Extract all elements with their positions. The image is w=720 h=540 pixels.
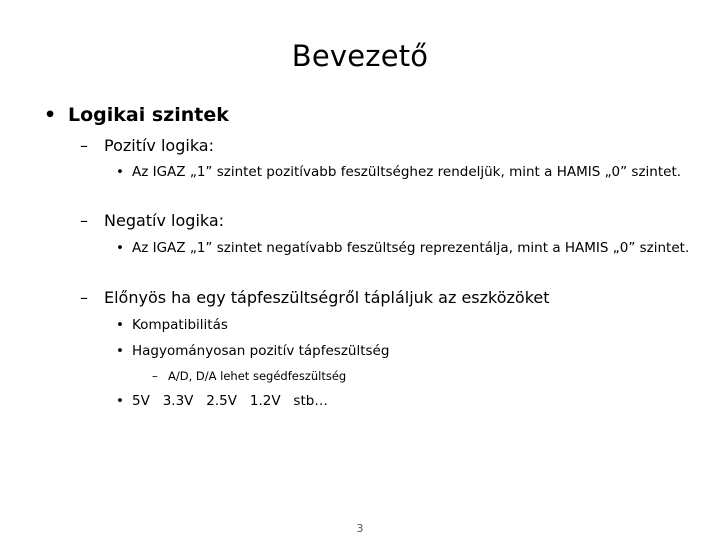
bullet-dot-marker: • bbox=[44, 104, 57, 126]
bullet-ad-da: A/D, D/A lehet segédfeszültség bbox=[168, 369, 347, 383]
bullet-hagyomanyosan: Hagyományosan pozitív tápfeszültség bbox=[132, 343, 390, 359]
bullet-logikai-szintek: Logikai szintek bbox=[68, 104, 229, 126]
bullet-dash-marker: – bbox=[152, 369, 158, 383]
bullet-dash-marker: – bbox=[80, 288, 88, 307]
bullet-negativ-leiras: Az IGAZ „1” szintet negatívabb feszültség reprezentálja, mint a HAMIS „0” szintet. bbox=[132, 240, 690, 256]
bullet-dot-marker: • bbox=[116, 240, 124, 256]
bullet-dot-marker: • bbox=[116, 343, 124, 359]
bullet-negativ-logika: Negatív logika: bbox=[104, 211, 225, 230]
page-number: 3 bbox=[356, 522, 364, 535]
bullet-kompatibilitas: Kompatibilitás bbox=[132, 317, 228, 333]
bullet-dot-marker: • bbox=[116, 393, 124, 409]
bullet-dash-marker: – bbox=[80, 136, 88, 155]
bullet-dot-marker: • bbox=[116, 164, 124, 180]
bullet-feszultsegek: 5V 3.3V 2.5V 1.2V stb… bbox=[132, 393, 328, 409]
bullet-tapfeszultseg: Előnyös ha egy tápfeszültségről tápláljuk az eszközöket bbox=[104, 288, 550, 307]
bullet-pozitiv-logika: Pozitív logika: bbox=[104, 136, 214, 155]
bullet-dash-marker: – bbox=[80, 211, 88, 230]
bullet-dot-marker: • bbox=[116, 317, 124, 333]
slide-title: Bevezető bbox=[291, 39, 429, 73]
bullet-pozitiv-leiras: Az IGAZ „1” szintet pozitívabb feszültséghez rendeljük, mint a HAMIS „0” szintet. bbox=[132, 164, 682, 180]
